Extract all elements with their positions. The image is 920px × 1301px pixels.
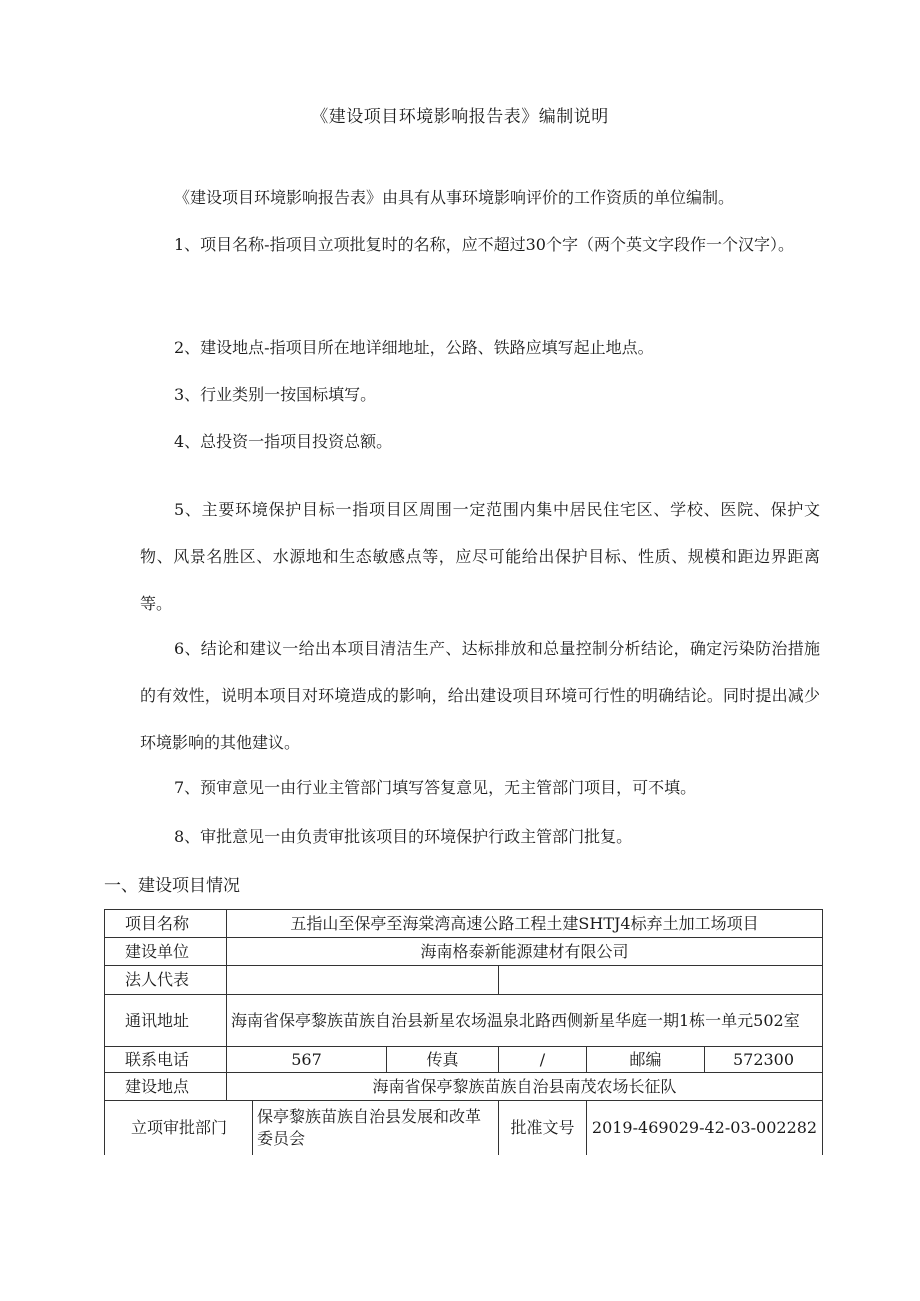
document-title: 《建设项目环境影响报告表》编制说明: [311, 107, 609, 127]
address-value: 海南省保亭黎族苗族自治县新星农场温泉北路西侧新星华庭一期1栋一单元502室: [227, 995, 823, 1047]
note-location: 2、建设地点-指项目所在地详细地址，公路、铁路应填写起止地点。: [174, 338, 654, 357]
row-contact: [105, 1047, 823, 1073]
phone-value: 567: [227, 1047, 387, 1073]
location-value: 海南省保亭黎族苗族自治县南茂农场长征队: [227, 1073, 823, 1101]
postcode-label: 邮编: [587, 1047, 705, 1073]
note-industry: 3、行业类别一按国标填写。: [174, 385, 377, 404]
legal-rep-label: 法人代表: [105, 966, 227, 995]
project-info-table: [104, 909, 823, 1155]
note-conclusion: 6、结论和建议一给出本项目清洁生产、达标排放和总量控制分析结论，确定污染防治措施的有效性，说明本项目对环境造成的影响，给出建设项目环境可行性的明确结论。同时提出减少环境影响的其他建议。: [140, 639, 820, 752]
note-preliminary-review: 7、预审意见一由行业主管部门填写答复意见，无主管部门项目，可不填。: [174, 778, 697, 797]
approval-dept-label: 立项审批部门: [105, 1101, 253, 1155]
row-approval: [105, 1101, 823, 1155]
legal-rep-value: [227, 966, 499, 995]
row-construction-unit: [105, 938, 823, 966]
postcode-value: 572300: [705, 1047, 823, 1073]
legal-rep-extra: [499, 966, 823, 995]
address-label: 通讯地址: [105, 995, 227, 1047]
construction-unit-label: 建设单位: [105, 938, 227, 966]
location-label: 建设地点: [105, 1073, 227, 1101]
approval-no-value: 2019-469029-42-03-002282: [587, 1101, 823, 1155]
note-protection-targets: 5、主要环境保护目标一指项目区周围一定范围内集中居民住宅区、学校、医院、保护文物、风景名胜区、水源地和生态敏感点等，应尽可能给出保护目标、性质、规模和距边界距离等。: [140, 500, 820, 613]
intro-paragraph: 《建设项目环境影响报告表》由具有从事环境影响评价的工作资质的单位编制。: [174, 188, 735, 207]
note-investment: 4、总投资一指项目投资总额。: [174, 432, 393, 451]
project-name-label: 项目名称: [105, 910, 227, 938]
approval-no-label: 批准文号: [499, 1101, 587, 1155]
approval-dept-value: 保亭黎族苗族自治县发展和改革委员会: [253, 1101, 499, 1155]
note-approval: 8、审批意见一由负责审批该项目的环境保护行政主管部门批复。: [174, 827, 633, 846]
row-legal-representative: [105, 966, 823, 995]
section-heading: 一、建设项目情况: [104, 876, 240, 896]
note-project-name: 1、项目名称-指项目立项批复时的名称，应不超过30个字（两个英文字段作一个汉字）。: [174, 235, 794, 254]
row-address: [105, 995, 823, 1047]
phone-label: 联系电话: [105, 1047, 227, 1073]
row-project-name: [105, 910, 823, 938]
row-location: [105, 1073, 823, 1101]
construction-unit-value: 海南格泰新能源建材有限公司: [227, 938, 823, 966]
project-name-value: 五指山至保亭至海棠湾高速公路工程土建SHTJ4标弃土加工场项目: [227, 910, 823, 938]
fax-label: 传真: [387, 1047, 499, 1073]
fax-value: /: [499, 1047, 587, 1073]
